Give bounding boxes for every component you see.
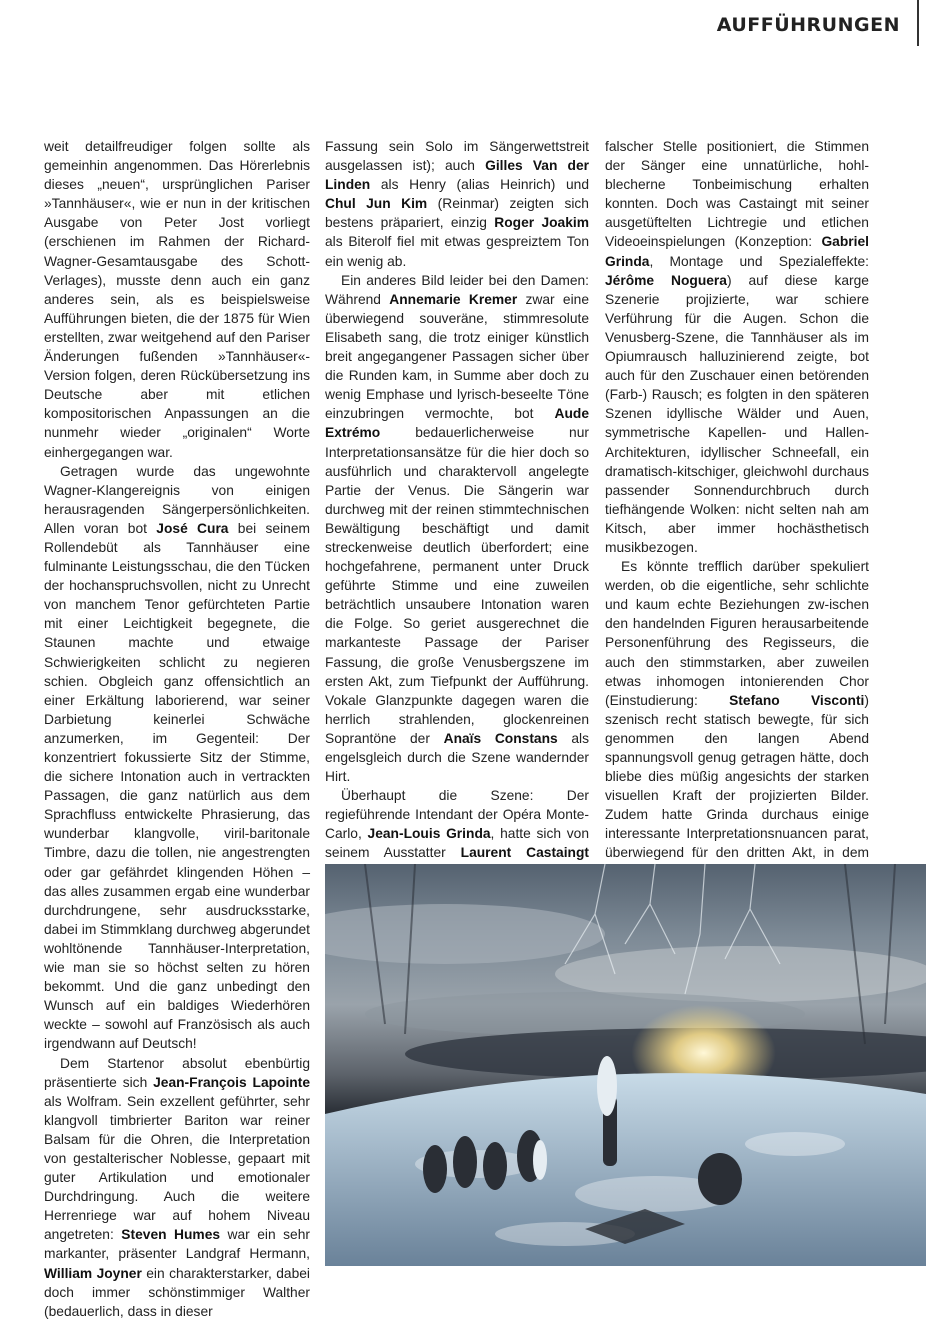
person-name: Aude Extrémo <box>325 406 589 441</box>
person-name: William Joyner <box>44 1265 142 1281</box>
article-paragraph <box>605 137 869 557</box>
stage-photo <box>325 864 926 1266</box>
article-paragraph <box>44 462 310 1054</box>
paragraph-text: ) auf diese karge Szenerie projizierte, war schiere Verführung für die Augen. Schon die Venusberg-Szene, die Tannhäuser als im Opiumrausch halluzinierend zeigte, bot auch für den Zuschauer einen betörenden (Farb-) Rausch; es folgten in den späteren Szenen idyllische Wälder und Auen, symmetrische Kapellen- und Hallen-Architekturen, idyllischer Schneefall, ein dramatisch-kitschiger, gleichwohl durchaus passender Sonnendurchbruch durch tiefhängende Wolken: nicht selten nah am Kitsch, aber immer hochästhetisch musikbezogen. <box>605 272 869 555</box>
paragraph-text: ) szenisch recht statisch bewegte, für sich genommen den langen Abend spannungsvoll genug getragen hätte, doch bliebe dies müßig angesichts der starken visuellen Kraft der projizierten Bilder. Zudem hatte Grinda durchaus einige interessante Interpretationsnuancen parat, überwiegend für den dritten Akt, in dem <box>605 692 869 861</box>
person-name: José Cura <box>156 520 229 536</box>
paragraph-text: weit detailfreudiger folgen sollte als gemeinhin angenommen. Das Hörerlebnis dieses „neuen“, ursprünglichen Pariser »Tannhäuser«, wie er nun in der kritischen Ausgabe von Peter Jost vorliegt (erschienen im Rahmen der Richard-Wagner-Gesamtausgabe des Schott-Verlages), musste denn auch ein ganz anderes sein, als es beispielsweise Aufführungen bieten, die der 1875 für Wien erstellten, zwar weitgehend auf den Pariser Änderungen fußenden »Tannhäuser«-Version folgen, deren Rückübersetzung ins Deutsche aber mit etlichen kompositorischen Anpassungen an die nunmehr wieder „originalen“ Worte einhergegangen war. <box>44 139 310 460</box>
person-name: Jean-Louis Grinda <box>367 826 491 842</box>
paragraph-text: Fassung sein Solo im Sängerwettstreit ausgelassen ist); auch <box>325 139 589 174</box>
paragraph-text: (Reinmar) zeigten sich bestens präpariert, einzig <box>325 196 589 231</box>
paragraph-text: bei seinem Rollendebüt als Tannhäuser eine fulminante Leistungsschau, die den Tücken der hochanspruchsvollen, nicht zu Unrecht von manchem Tenor gefürchteten Partie mit einer Leichtigkeit begegnete, die Staunen machte und etwaige Schwierigkeiten schlicht zu negieren schien. Obgleich ganz offensichtlich an einer Erkältung laborierend, war seiner Darbietung keinerlei Schwäche anzumerken, im Gegenteil: Der konzentriert fokussierte Sitz der Stimme, die sichere Intonation auch in vertrackten Passagen, die ganz natürlich aus dem Sprachfluss entwickelte Phrasierung, das wunderbar klangvolle, viril-baritonale Timbre, dazu die tollen, nie angestrengten oder gar gefährdet klingenden Höhen – das alles zusammen ergab eine wunderbar durchdrungene, sehr ausdrucksstarke, dabei im Stimmklang durchweg abgerundet wohltönende Tannhäuser-Interpretation, wie man sie so höchst selten zu hören bekommt. Und die ganz unbedingt den Wunsch auf ein baldiges Wiederhören weckte – sowohl auf Französisch als auch irgendwann auf Deutsch! <box>44 520 311 1052</box>
person-name: Gabriel Grinda <box>605 234 869 269</box>
paragraph-text: als Biterolf fiel mit etwas gespreiztem Ton ein wenig ab. <box>325 234 589 269</box>
article-paragraph <box>44 1054 310 1321</box>
person-name: Roger Joakim <box>494 215 589 231</box>
paragraph-text: , hatte sich von seinem Ausstatter <box>325 826 589 861</box>
text-column-1 <box>44 137 310 1321</box>
person-name: Jérôme Noguera <box>605 272 727 288</box>
person-name: Steven Humes <box>121 1227 221 1243</box>
paragraph-text: Es könnte trefflich darüber spekuliert werden, ob die eigentliche, sehr schlichte und kaum echte Beziehungen zw-ischen den handelnden Figuren herausarbeitende Personenführung des Regisseurs, die auch den stimmstarken, aber zuweilen etwas inhomogen intonierenden Chor (Einstudierung: <box>605 559 869 708</box>
article-paragraph <box>325 137 589 271</box>
paragraph-text: zwar eine überwiegend souveräne, stimmresolute Elisabeth sang, die trotz einiger künstlich breit angegangener Passagen sicher über die Runden kam, in Summe aber doch zu wenig Emphase und lyrisch-beseelte Töne einzubringen vermochte, bot <box>325 291 589 422</box>
stage-scene-image <box>325 864 926 1266</box>
section-header: AUFFÜHRUNGEN <box>716 14 900 36</box>
person-name: Jean-François Lapointe <box>153 1074 310 1090</box>
paragraph-text: falscher Stelle positioniert, die Stimmen der Sänger eine unnatürliche, hohl-blecherne Tonbeimischung erhalten konnten. Doch was Castaingt mit seiner ausgetüftelten Lichtregie und etlichen Videoeinspielungen (Konzeption: <box>605 139 869 250</box>
article-paragraph <box>325 271 589 787</box>
paragraph-text: bedauerlicherweise nur Interpretationsansätze für die hier doch so ausführlich und charaktervoll angelegte Partie der Venus. Die Sängerin war durchweg mit der reinen stimmtechnischen Bewältigung beschäftigt und damit streckenweise deutlich überfordert; eine hochgefahrene, permanent unter Druck geführte Stimme und eine zuweilen beträchtlich unsaubere Intonation waren die Folge. So geriet ausgerechnet die markanteste Passage der Pariser Fassung, die große Venusbergszene im ersten Akt, zum Tiefpunkt der Aufführung. Vokale Glanzpunkte dagegen waren die herrlich strahlenden, glockenreinen Soprantöne der <box>325 425 589 746</box>
article-paragraph <box>44 137 310 462</box>
paragraph-text: Überhaupt die Szene: Der regieführende Intendant der Opéra Monte-Carlo, <box>325 788 589 842</box>
person-name: Anaïs Constans <box>443 730 558 746</box>
paragraph-text: Getragen wurde das ungewohnte Wagner-Klangereignis von einigen herausragenden Sängerpersönlichkeiten. Allen voran bot <box>44 463 310 536</box>
person-name: Gilles Van der Linden <box>325 158 589 193</box>
person-name: Stefano Visconti <box>729 692 865 708</box>
text-column-2 <box>325 137 589 977</box>
paragraph-text: als engelsgleich durch die Szene wandernder Hirt. <box>325 730 589 785</box>
paragraph-text: ein charakterstarker, dabei doch immer schönstimmiger Walther (bedauerlich, dass in dieser <box>44 1265 310 1319</box>
paragraph-text: war ein sehr markanter, präsenter Landgraf Hermann, <box>44 1227 310 1262</box>
person-name: Annemarie Kremer <box>389 291 518 307</box>
paragraph-text: als Wolfram. Sein exzellent geführter, sehr klangvoll timbrierter Bariton war reiner Balsam für die Ohren, die Interpretation von gestalterischer Noblesse, gepaart mit guter Artikulation und emotionaler Durchdringung. Auch die weitere Herrenriege war auf hohem Niveau angetreten: <box>44 1093 310 1243</box>
paragraph-text: , Montage und Spezialeffekte: <box>649 253 869 269</box>
person-name: Laurent Castaingt <box>460 845 589 861</box>
paragraph-text: Dem Startenor absolut ebenbürtig präsentierte sich <box>44 1055 310 1090</box>
text-column-3 <box>605 137 869 958</box>
person-name: Chul Jun Kim <box>325 196 428 212</box>
paragraph-text: als Henry (alias Heinrich) und <box>370 177 589 193</box>
paragraph-text: Ein anderes Bild leider bei den Damen: Während <box>325 272 589 307</box>
header-rule <box>917 0 919 46</box>
